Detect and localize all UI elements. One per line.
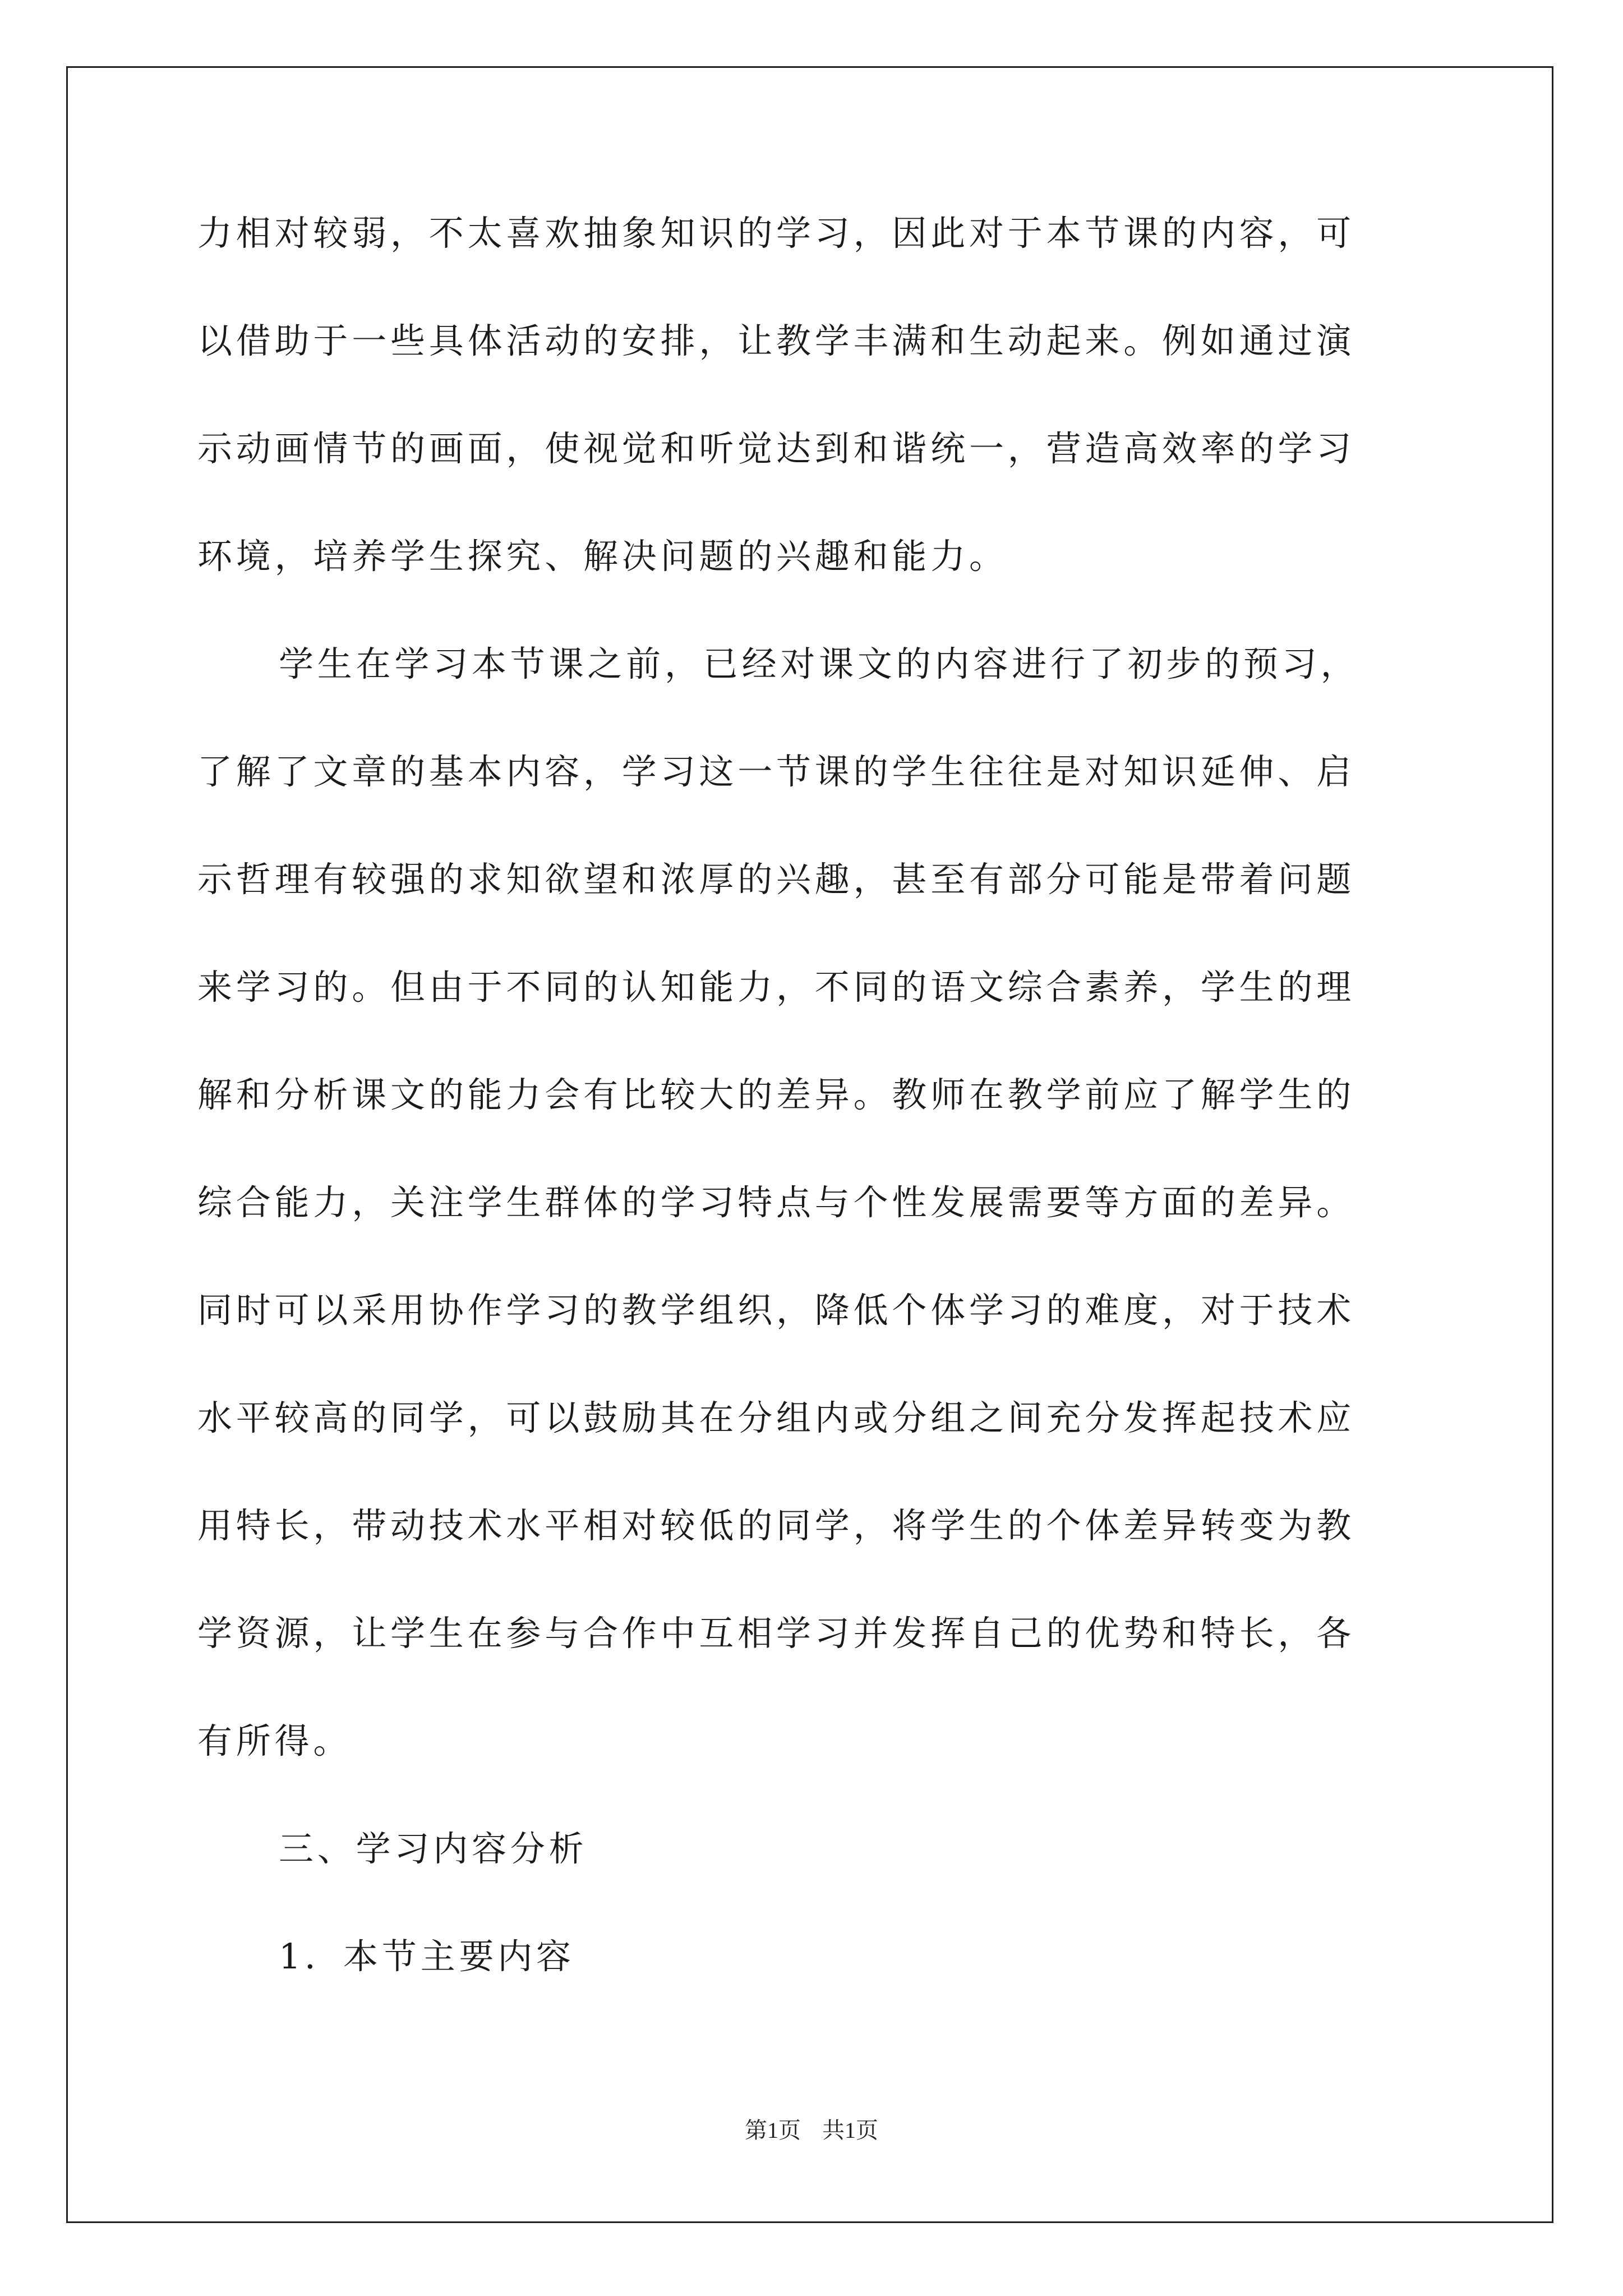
text-line: 有所得。	[197, 1720, 352, 1761]
text-line: 示动画情节的画面，使视觉和听觉达到和谐统一，营造高效率的学习	[197, 428, 1355, 469]
text-line: 以借助于一些具体活动的安排，让教学丰满和生动起来。例如通过演	[197, 320, 1355, 361]
text-line: 解和分析课文的能力会有比较大的差异。教师在教学前应了解学生的	[197, 1074, 1355, 1115]
text-line: 综合能力，关注学生群体的学习特点与个性发展需要等方面的差异。	[197, 1182, 1355, 1223]
text-line: 同时可以采用协作学习的教学组织，降低个体学习的难度，对于技术	[197, 1290, 1355, 1331]
text-line: 环境，培养学生探究、解决问题的兴趣和能力。	[197, 536, 1008, 577]
text-line: 了解了文章的基本内容，学习这一节课的学生往往是对知识延伸、启	[197, 751, 1355, 792]
section-heading: 三、学习内容分析	[279, 1828, 588, 1869]
page-number: 第1页	[745, 2118, 801, 2143]
text-line: 学资源，让学生在参与合作中互相学习并发挥自己的优势和特长，各	[197, 1613, 1355, 1654]
page-total: 共1页	[822, 2118, 878, 2143]
text-line: 学生在学习本节课之前，已经对课文的内容进行了初步的预习，	[279, 643, 1359, 684]
document-body	[197, 213, 1419, 2047]
text-line: 力相对较弱，不太喜欢抽象知识的学习，因此对于本节课的内容，可	[197, 213, 1355, 254]
text-line: 水平较高的同学，可以鼓励其在分组内或分组之间充分发挥起技术应	[197, 1397, 1355, 1438]
page-footer	[0, 2119, 1623, 2142]
text-line: 示哲理有较强的求知欲望和浓厚的兴趣，甚至有部分可能是带着问题	[197, 859, 1355, 900]
text-line: 来学习的。但由于不同的认知能力，不同的语文综合素养，学生的理	[197, 967, 1355, 1007]
subsection-heading: 1．本节主要内容	[279, 1936, 575, 1977]
text-line: 用特长，带动技术水平相对较低的同学，将学生的个体差异转变为教	[197, 1505, 1355, 1546]
